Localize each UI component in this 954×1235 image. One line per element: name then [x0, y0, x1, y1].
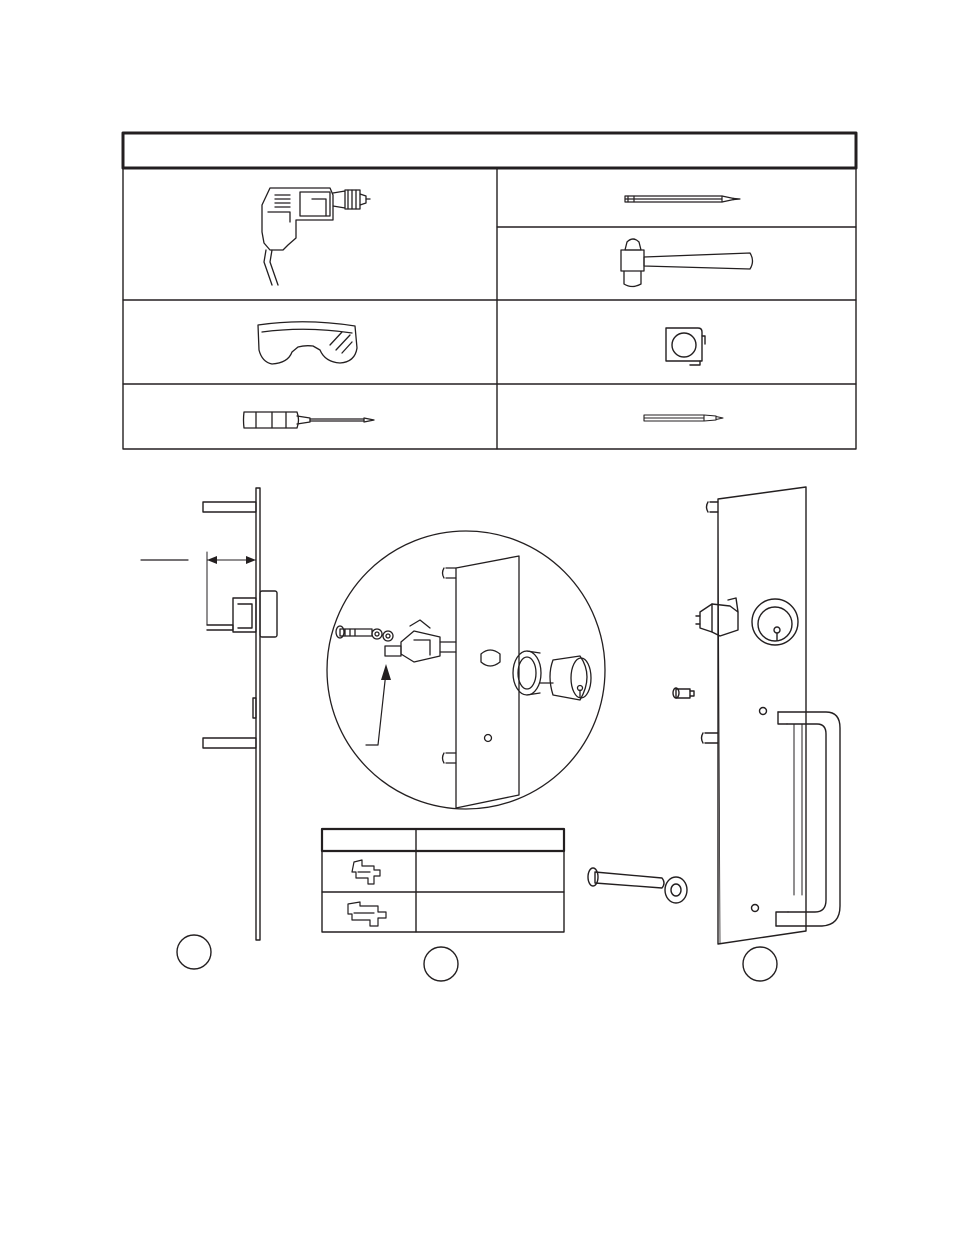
step-3-circle — [743, 947, 777, 981]
pencil-icon — [625, 196, 740, 202]
mounting-stud-top — [203, 502, 256, 512]
trim-plate — [718, 487, 806, 944]
screwdriver-icon — [244, 412, 375, 428]
safety-glasses-icon — [258, 322, 357, 364]
tape-measure-icon — [666, 328, 705, 365]
tools-table-header — [123, 133, 856, 168]
detail-view-step2 — [327, 531, 605, 809]
side-view-step1 — [141, 488, 277, 969]
step-1-circle — [177, 935, 211, 969]
cam-large-icon — [348, 902, 386, 926]
cam-table — [322, 829, 564, 932]
cam-small-icon — [352, 860, 380, 884]
mounting-stud-bottom — [203, 738, 256, 748]
cam-table-header — [322, 829, 564, 851]
drill-bit-icon — [644, 415, 723, 421]
hammer-icon — [621, 239, 753, 287]
power-drill-icon — [262, 188, 370, 285]
tools-table — [123, 133, 856, 449]
tools-table-body — [123, 168, 856, 449]
step-2-circle — [424, 947, 458, 981]
trim-assembly-step3 — [588, 487, 840, 981]
